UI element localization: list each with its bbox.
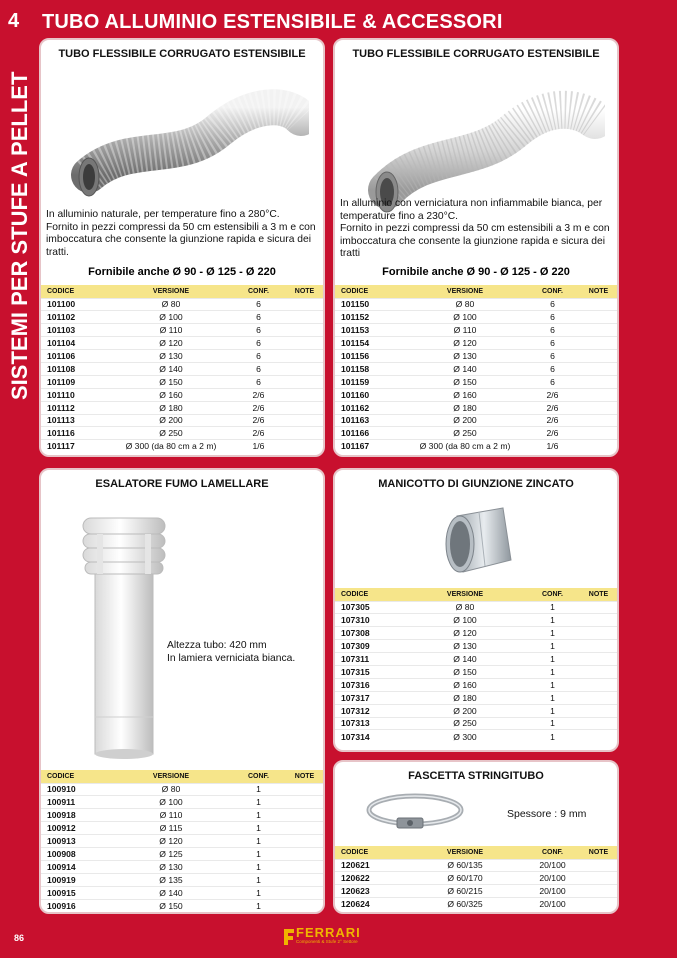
table-row	[41, 375, 323, 388]
cell-conf: 2/6	[231, 388, 286, 401]
page-number: 86	[14, 933, 25, 943]
cell-code: 120624	[335, 898, 405, 911]
cell-code: 100910	[41, 783, 111, 796]
cell-version: Ø 60/170	[405, 872, 525, 885]
cell-code: 101104	[41, 337, 111, 350]
cell-conf: 1	[525, 653, 580, 666]
exhaust-image	[71, 512, 181, 762]
cell-version: Ø 150	[111, 375, 231, 388]
cell-code: 101166	[335, 427, 405, 440]
cell-code: 101100	[41, 298, 111, 311]
product-table	[41, 285, 323, 453]
cell-version: Ø 100	[111, 796, 231, 809]
thickness-note: Spessore : 9 mm	[507, 808, 587, 820]
cell-version: Ø 150	[405, 665, 525, 678]
cell-version: Ø 60/325	[405, 898, 525, 911]
available-sizes: Fornibile anche Ø 90 - Ø 125 - Ø 220	[382, 266, 570, 278]
cell-note	[286, 899, 323, 912]
cell-conf: 1	[231, 860, 286, 873]
table-row	[335, 350, 617, 363]
product-description: In alluminio naturale, per temperature fino a 280°C. Fornito in pezzi compressi da 50 cm estensibili a 3 m e con imboccatura che consente la giunzione rapida e sicura dei tratti.	[46, 209, 316, 258]
cell-version: Ø 200	[405, 704, 525, 717]
cell-conf: 1	[231, 796, 286, 809]
table-row	[335, 401, 617, 414]
table-row	[41, 427, 323, 440]
cell-conf: 1	[525, 704, 580, 717]
cell-conf: 6	[525, 337, 580, 350]
table-row	[335, 414, 617, 427]
cell-version: Ø 60/215	[405, 885, 525, 898]
clamp-image	[363, 788, 473, 838]
table-row	[335, 872, 617, 885]
cell-code: 101159	[335, 375, 405, 388]
cell-note	[286, 873, 323, 886]
cell-code: 101109	[41, 375, 111, 388]
cell-note	[580, 324, 617, 337]
cell-code: 120621	[335, 859, 405, 872]
cell-code: 100918	[41, 809, 111, 822]
cell-conf: 2/6	[525, 427, 580, 440]
cell-note	[580, 640, 617, 653]
col-code: CODICE	[335, 588, 405, 601]
cell-note	[580, 872, 617, 885]
cell-note	[286, 375, 323, 388]
cell-version: Ø 180	[405, 691, 525, 704]
table-row	[335, 362, 617, 375]
cell-code: 107310	[335, 614, 405, 627]
cell-note	[580, 614, 617, 627]
cell-code: 120622	[335, 872, 405, 885]
cell-code: 107315	[335, 665, 405, 678]
cell-note	[286, 809, 323, 822]
cell-conf: 20/100	[525, 885, 580, 898]
panel-joint-sleeve	[333, 468, 619, 752]
cell-note	[286, 414, 323, 427]
cell-conf: 1	[231, 873, 286, 886]
cell-conf: 1/6	[525, 440, 580, 453]
cell-version: Ø 160	[111, 388, 231, 401]
cell-code: 100915	[41, 886, 111, 899]
col-version: VERSIONE	[405, 588, 525, 601]
col-conf: CONF.	[525, 588, 580, 601]
cell-version: Ø 120	[111, 337, 231, 350]
cell-code: 100919	[41, 873, 111, 886]
table-row	[335, 614, 617, 627]
table-row	[335, 298, 617, 311]
cell-note	[580, 427, 617, 440]
table-row	[41, 822, 323, 835]
table-row	[41, 324, 323, 337]
panel-title: ESALATORE FUMO LAMELLARE	[95, 478, 269, 490]
cell-code: 107313	[335, 717, 405, 730]
cell-conf: 6	[231, 324, 286, 337]
cell-version: Ø 130	[405, 350, 525, 363]
cell-version: Ø 140	[111, 886, 231, 899]
cell-note	[580, 362, 617, 375]
table-row	[41, 886, 323, 899]
table-row	[41, 311, 323, 324]
cell-code: 107312	[335, 704, 405, 717]
col-conf: CONF.	[231, 285, 286, 298]
product-description: In alluminio con verniciatura non infiammabile bianca, per temperature fino a 230°C. Fornito in pezzi compressi da 50 cm estensibili a 3 m e con imboccatura che consente la giunzione rapida e sicura dei tratti	[340, 198, 610, 259]
cell-conf: 1	[231, 886, 286, 899]
cell-note	[580, 730, 617, 743]
table-row	[335, 440, 617, 453]
cell-note	[286, 860, 323, 873]
cell-conf: 6	[525, 298, 580, 311]
cell-conf: 6	[525, 375, 580, 388]
cell-version: Ø 120	[405, 337, 525, 350]
col-code: CODICE	[41, 770, 111, 783]
cell-conf: 1	[231, 822, 286, 835]
col-note: NOTE	[286, 285, 323, 298]
cell-version: Ø 300 (da 80 cm a 2 m)	[111, 440, 231, 453]
table-row	[41, 401, 323, 414]
cell-version: Ø 160	[405, 388, 525, 401]
cell-version: Ø 100	[111, 311, 231, 324]
panel-flex-hose-natural	[39, 38, 325, 457]
cell-version: Ø 250	[405, 427, 525, 440]
cell-note	[286, 847, 323, 860]
cell-code: 107316	[335, 678, 405, 691]
cell-note	[286, 886, 323, 899]
cell-code: 107311	[335, 653, 405, 666]
cell-note	[580, 898, 617, 911]
cell-code: 100911	[41, 796, 111, 809]
col-code: CODICE	[41, 285, 111, 298]
cell-note	[580, 337, 617, 350]
cell-code: 101150	[335, 298, 405, 311]
cell-code: 101106	[41, 350, 111, 363]
cell-conf: 2/6	[231, 427, 286, 440]
cell-code: 101113	[41, 414, 111, 427]
cell-conf: 6	[231, 298, 286, 311]
cell-version: Ø 250	[405, 717, 525, 730]
cell-version: Ø 120	[111, 835, 231, 848]
table-row	[41, 298, 323, 311]
table-row	[335, 665, 617, 678]
panel-title: TUBO FLESSIBILE CORRUGATO ESTENSIBILE	[352, 48, 600, 60]
table-row	[41, 860, 323, 873]
cell-conf: 1	[525, 717, 580, 730]
cell-code: 100914	[41, 860, 111, 873]
logo-tagline: Componenti & Stufe 2° Settore	[296, 939, 358, 944]
cell-note	[580, 414, 617, 427]
table-row	[335, 388, 617, 401]
table-row	[41, 809, 323, 822]
cell-version: Ø 135	[111, 873, 231, 886]
cell-version: Ø 180	[405, 401, 525, 414]
product-table	[41, 770, 323, 912]
cell-note	[580, 350, 617, 363]
panel-title: FASCETTA STRINGITUBO	[408, 770, 544, 782]
cell-code: 101156	[335, 350, 405, 363]
cell-version: Ø 200	[405, 414, 525, 427]
cell-code: 101160	[335, 388, 405, 401]
cell-code: 100908	[41, 847, 111, 860]
cell-version: Ø 100	[405, 311, 525, 324]
cell-version: Ø 140	[405, 653, 525, 666]
cell-note	[580, 298, 617, 311]
table-row	[41, 796, 323, 809]
panel-title: MANICOTTO DI GIUNZIONE ZINCATO	[378, 478, 574, 490]
cell-version: Ø 110	[111, 324, 231, 337]
page-title: TUBO ALLUMINIO ESTENSIBILE & ACCESSORI	[42, 11, 503, 33]
cell-conf: 6	[231, 350, 286, 363]
cell-code: 101154	[335, 337, 405, 350]
cell-code: 101167	[335, 440, 405, 453]
col-conf: CONF.	[525, 846, 580, 859]
cell-conf: 2/6	[525, 414, 580, 427]
cell-version: Ø 115	[111, 822, 231, 835]
table-row	[335, 730, 617, 743]
cell-version: Ø 100	[405, 614, 525, 627]
cell-conf: 20/100	[525, 859, 580, 872]
cell-code: 101112	[41, 401, 111, 414]
cell-note	[286, 835, 323, 848]
table-row	[41, 783, 323, 796]
cell-version: Ø 120	[405, 627, 525, 640]
cell-code: 101116	[41, 427, 111, 440]
cell-code: 101163	[335, 414, 405, 427]
cell-conf: 6	[231, 337, 286, 350]
table-row	[335, 704, 617, 717]
cell-conf: 20/100	[525, 872, 580, 885]
cell-conf: 1	[231, 847, 286, 860]
cell-conf: 1	[525, 601, 580, 614]
cell-note	[580, 440, 617, 453]
cell-note	[580, 653, 617, 666]
cell-note	[286, 783, 323, 796]
product-description: Altezza tubo: 420 mm In lamiera verniciata bianca.	[167, 640, 296, 664]
cell-version: Ø 110	[111, 809, 231, 822]
cell-conf: 6	[231, 362, 286, 375]
product-table	[335, 846, 617, 911]
cell-version: Ø 250	[111, 427, 231, 440]
cell-conf: 1	[525, 614, 580, 627]
cell-code: 101102	[41, 311, 111, 324]
available-sizes: Fornibile anche Ø 90 - Ø 125 - Ø 220	[88, 266, 276, 278]
sleeve-image	[435, 502, 525, 580]
table-row	[335, 375, 617, 388]
panel-title: TUBO FLESSIBILE CORRUGATO ESTENSIBILE	[58, 48, 306, 60]
table-row	[335, 678, 617, 691]
cell-version: Ø 80	[111, 298, 231, 311]
cell-conf: 1	[231, 835, 286, 848]
cell-code: 101103	[41, 324, 111, 337]
panel-flex-hose-white	[333, 38, 619, 457]
cell-version: Ø 140	[111, 362, 231, 375]
cell-note	[580, 375, 617, 388]
cell-note	[580, 885, 617, 898]
col-version: VERSIONE	[111, 770, 231, 783]
col-version: VERSIONE	[405, 285, 525, 298]
cell-note	[580, 627, 617, 640]
table-row	[335, 337, 617, 350]
cell-note	[286, 350, 323, 363]
cell-note	[286, 796, 323, 809]
cell-conf: 20/100	[525, 898, 580, 911]
table-row	[335, 653, 617, 666]
cell-conf: 6	[525, 311, 580, 324]
cell-conf: 1	[231, 899, 286, 912]
table-row	[41, 835, 323, 848]
table-row	[41, 847, 323, 860]
logo-icon	[282, 927, 296, 947]
cell-code: 101158	[335, 362, 405, 375]
col-code: CODICE	[335, 285, 405, 298]
cell-note	[580, 691, 617, 704]
cell-code: 107305	[335, 601, 405, 614]
cell-conf: 2/6	[525, 401, 580, 414]
cell-version: Ø 130	[405, 640, 525, 653]
cell-note	[286, 401, 323, 414]
cell-code: 107309	[335, 640, 405, 653]
cell-code: 100916	[41, 899, 111, 912]
cell-code: 100912	[41, 822, 111, 835]
cell-conf: 6	[525, 350, 580, 363]
table-row	[41, 362, 323, 375]
cell-version: Ø 80	[111, 783, 231, 796]
cell-version: Ø 300 (da 80 cm a 2 m)	[405, 440, 525, 453]
table-row	[41, 337, 323, 350]
col-note: NOTE	[580, 846, 617, 859]
cell-conf: 6	[525, 324, 580, 337]
cell-version: Ø 60/135	[405, 859, 525, 872]
cell-conf: 1/6	[231, 440, 286, 453]
cell-note	[286, 324, 323, 337]
cell-version: Ø 160	[405, 678, 525, 691]
cell-conf: 2/6	[231, 401, 286, 414]
cell-code: 120623	[335, 885, 405, 898]
table-row	[335, 898, 617, 911]
cell-version: Ø 150	[111, 899, 231, 912]
ferrari-logo	[282, 925, 377, 949]
side-title: SISTEMI PER STUFE A PELLET	[7, 71, 32, 400]
cell-conf: 1	[525, 678, 580, 691]
cell-version: Ø 80	[405, 601, 525, 614]
cell-version: Ø 80	[405, 298, 525, 311]
cell-note	[286, 388, 323, 401]
panel-flue-exhaust	[39, 468, 325, 914]
cell-code: 101108	[41, 362, 111, 375]
cell-conf: 2/6	[231, 414, 286, 427]
cell-version: Ø 110	[405, 324, 525, 337]
cell-conf: 6	[231, 311, 286, 324]
cell-code: 101162	[335, 401, 405, 414]
col-conf: CONF.	[525, 285, 580, 298]
cell-code: 107308	[335, 627, 405, 640]
col-version: VERSIONE	[111, 285, 231, 298]
cell-code: 107314	[335, 730, 405, 743]
cell-note	[580, 311, 617, 324]
cell-note	[286, 822, 323, 835]
cell-conf: 1	[525, 640, 580, 653]
section-number: 4	[8, 10, 20, 32]
cell-conf: 2/6	[525, 388, 580, 401]
cell-version: Ø 200	[111, 414, 231, 427]
cell-conf: 1	[525, 627, 580, 640]
cell-note	[580, 859, 617, 872]
cell-version: Ø 300	[405, 730, 525, 743]
cell-note	[580, 388, 617, 401]
cell-conf: 1	[525, 730, 580, 743]
table-row	[41, 350, 323, 363]
hose-image	[69, 80, 309, 210]
cell-note	[286, 311, 323, 324]
cell-note	[580, 704, 617, 717]
table-row	[335, 885, 617, 898]
table-row	[335, 627, 617, 640]
cell-version: Ø 125	[111, 847, 231, 860]
col-note: NOTE	[286, 770, 323, 783]
cell-code: 101110	[41, 388, 111, 401]
cell-note	[580, 401, 617, 414]
cell-note	[286, 298, 323, 311]
table-row	[335, 601, 617, 614]
table-row	[41, 440, 323, 453]
cell-conf: 1	[525, 665, 580, 678]
cell-conf: 1	[525, 691, 580, 704]
table-row	[335, 859, 617, 872]
cell-version: Ø 130	[111, 350, 231, 363]
col-note: NOTE	[580, 285, 617, 298]
table-row	[335, 691, 617, 704]
cell-version: Ø 140	[405, 362, 525, 375]
cell-code: 101152	[335, 311, 405, 324]
cell-code: 100913	[41, 835, 111, 848]
cell-code: 101117	[41, 440, 111, 453]
table-row	[41, 899, 323, 912]
cell-note	[580, 717, 617, 730]
cell-note	[286, 427, 323, 440]
cell-conf: 6	[525, 362, 580, 375]
col-code: CODICE	[335, 846, 405, 859]
table-row	[335, 427, 617, 440]
product-table	[335, 285, 617, 453]
table-row	[335, 717, 617, 730]
table-row	[335, 311, 617, 324]
table-row	[335, 324, 617, 337]
cell-conf: 1	[231, 809, 286, 822]
table-row	[41, 414, 323, 427]
cell-version: Ø 180	[111, 401, 231, 414]
cell-note	[580, 665, 617, 678]
col-version: VERSIONE	[405, 846, 525, 859]
table-row	[335, 640, 617, 653]
panel-hose-clamp	[333, 760, 619, 914]
col-conf: CONF.	[231, 770, 286, 783]
table-row	[41, 388, 323, 401]
cell-conf: 6	[231, 375, 286, 388]
col-note: NOTE	[580, 588, 617, 601]
cell-conf: 1	[231, 783, 286, 796]
cell-version: Ø 130	[111, 860, 231, 873]
cell-note	[580, 601, 617, 614]
logo-name: FERRARI	[296, 925, 361, 940]
cell-note	[286, 362, 323, 375]
cell-note	[286, 337, 323, 350]
cell-code: 107317	[335, 691, 405, 704]
cell-version: Ø 150	[405, 375, 525, 388]
cell-code: 101153	[335, 324, 405, 337]
table-row	[41, 873, 323, 886]
cell-note	[286, 440, 323, 453]
cell-note	[580, 678, 617, 691]
product-table	[335, 588, 617, 743]
